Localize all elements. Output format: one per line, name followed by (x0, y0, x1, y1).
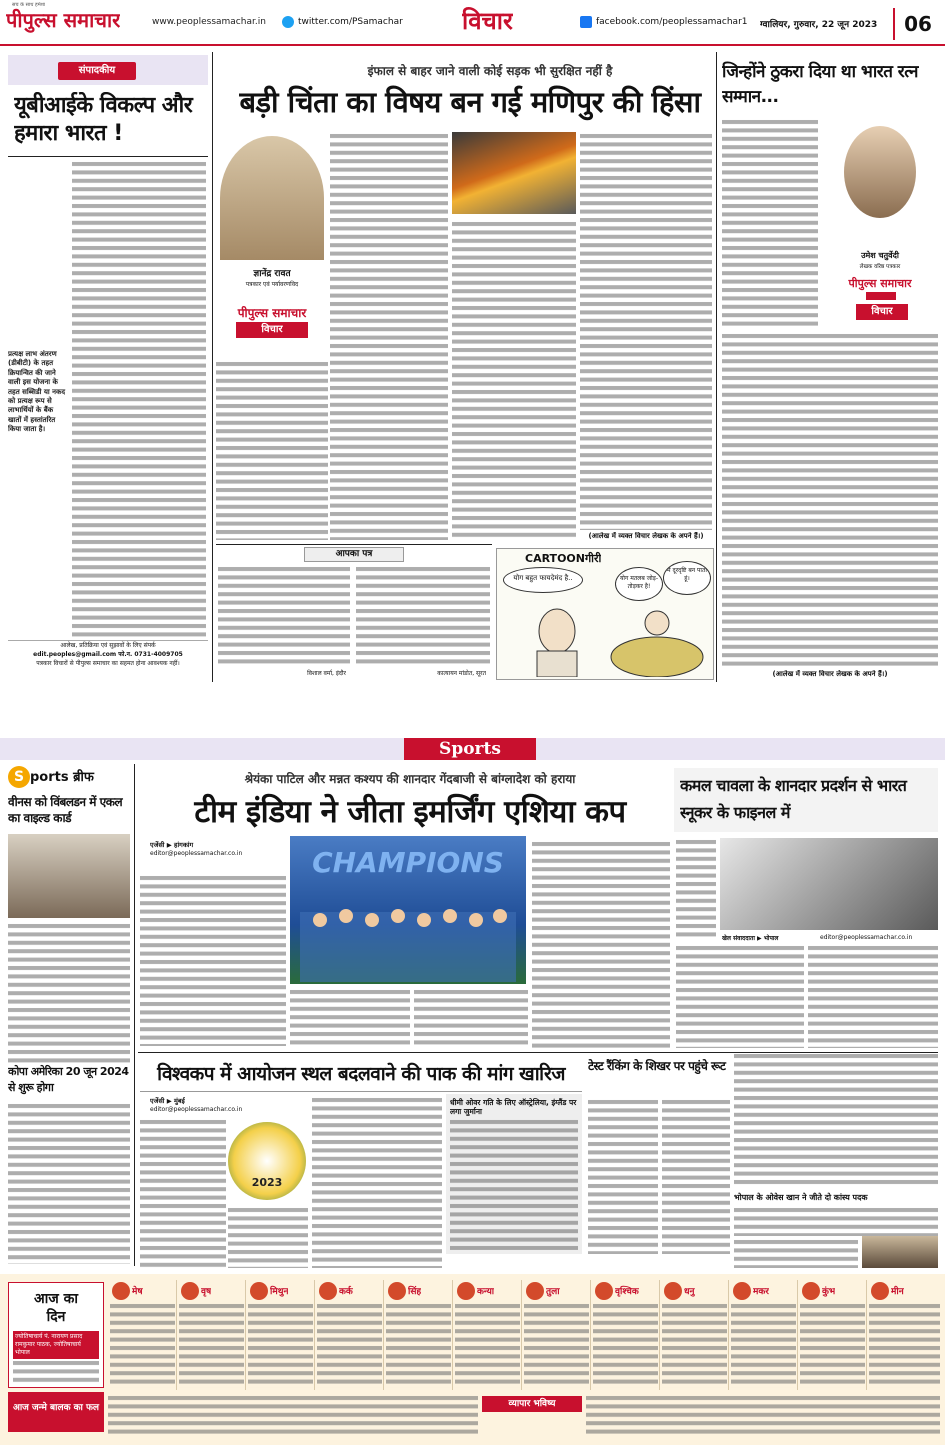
wc-headline: विश्वकप में आयोजन स्थल बदलवाने की पाक की मांग खारिज (157, 1063, 565, 1085)
worldcup-logo-year: 2023 (251, 1176, 283, 1189)
capricorn-icon (733, 1282, 751, 1300)
contact-email[interactable]: edit.peoples@gmail.com फो.न. 0731-4009705 (33, 651, 183, 658)
born-today-text (108, 1394, 478, 1434)
bhopal-body-1 (734, 1206, 938, 1236)
snooker-email[interactable]: editor@peoplessamachar.co.in (820, 934, 913, 941)
test-body-2 (662, 1098, 730, 1254)
right-headline: जिन्होंने ठुकरा दिया था भारत रत्न सम्मान... (722, 62, 918, 107)
logo: पीपुल्स समाचार (6, 8, 121, 32)
sign-label: वृश्चिक (615, 1287, 639, 1297)
scorpio-icon (595, 1282, 613, 1300)
body-text-lines (72, 160, 206, 638)
disclaimer: पत्रकार विचारों से पीपुल्स समाचार का सहमत होना आवश्यक नहीं। (36, 660, 180, 667)
author-block (216, 132, 328, 350)
test-ranking-headline: टेस्ट रैंकिंग के शिखर पर पहुंचे रूट (588, 1059, 726, 1073)
champions-photo (290, 836, 526, 984)
brief-body-2 (8, 1102, 130, 1264)
sports-s-icon: S (8, 766, 30, 788)
sign-label: सिंह (408, 1287, 422, 1297)
brand-logo: पीपुल्स समाचार (848, 277, 912, 290)
sign-label: मीन (891, 1287, 904, 1297)
speech-bubble-3: मैं दूरदृष्टि बन पाता हूं। (663, 561, 711, 595)
logo-tagline: सच के साथ हमेशा (12, 2, 46, 8)
sports-brief-label: S ports ब्रीफ (8, 766, 130, 788)
letter-signature-2: कात्यायन मांडोत, सूरत (437, 670, 486, 677)
libra-icon (526, 1282, 544, 1300)
brand-logo: पीपुल्स समाचार (237, 306, 307, 320)
wc-email[interactable]: editor@peoplessamachar.co.in (150, 1106, 243, 1113)
aquarius-icon (802, 1282, 820, 1300)
bhopal-photo (862, 1236, 938, 1268)
born-today-label: आज जन्मे बालक का फल (8, 1392, 104, 1432)
snooker-headline: कमल चावला के शानदार प्रदर्शन से भारत स्नूकर के फाइनल में (680, 776, 907, 822)
snooker-body-0 (676, 838, 716, 938)
sign-label: मिथुन (270, 1287, 289, 1297)
lead-column-1 (330, 132, 448, 540)
taurus-icon (181, 1282, 199, 1300)
player-photo-venus (8, 834, 130, 918)
aries-icon (112, 1282, 130, 1300)
author-name: ज्ञानेंद्र रावत (253, 269, 291, 279)
dateline: ग्वालियर, गुरुवार, 22 जून 2023 (760, 20, 878, 30)
lead-column-3 (580, 132, 712, 530)
right-author-role: लेखक वरिष्ठ पत्रकार (859, 264, 901, 270)
sports-headline: टीम इंडिया ने जीता इमर्जिंग एशिया कप (194, 794, 626, 830)
sports-body-1 (140, 874, 286, 1046)
champions-banner: CHAMPIONS (312, 846, 504, 879)
editorial-body (72, 160, 206, 638)
cartoon-panel (496, 548, 714, 680)
cancer-icon (319, 1282, 337, 1300)
right-brand-label: विचार (856, 304, 908, 320)
section-title: विचार (462, 7, 513, 35)
sports-body-2 (290, 988, 410, 1048)
snooker-body-2 (808, 944, 938, 1048)
contact-call: आलेख, प्रतिक्रिया एवं सुझावों के लिए संपर्क (60, 642, 156, 649)
brief-headline-2: कोपा अमेरिका 20 जून 2024 से शुरू होगा (8, 1065, 129, 1094)
virgo-icon (457, 1282, 475, 1300)
pull-quote: प्रत्यक्ष लाभ अंतरण (डीबीटी) के तहत क्रियान्वित की जाने वाली इस योजना के तहत सब्सिडी या नकद को प्रत्यक्ष रूप से लाभार्थियों के बैंक खातों में हस्तांतरित किया जाता है। (8, 350, 66, 434)
bhopal-headline: भोपाल के ओवेस खान ने जीते दो कांस्य पदक (734, 1193, 868, 1202)
sign-label: कर्क (339, 1287, 353, 1297)
test-body-1 (588, 1098, 658, 1254)
sports-email[interactable]: editor@peoplessamachar.co.in (150, 850, 243, 857)
right-footer: (आलेख में व्यक्त विचार लेखक के अपने हैं।) (772, 670, 888, 678)
wc-body-3 (312, 1096, 442, 1268)
lead-footer: (आलेख में व्यक्त विचार लेखक के अपने हैं।) (588, 532, 704, 540)
letter-signature-1: विशाल वर्मा, इंदौर (307, 670, 346, 677)
snooker-player-photo (720, 838, 938, 930)
right-column-text-b (722, 332, 938, 668)
sports-label: Sports (404, 738, 536, 760)
author-role: पत्रकार एवं पर्यावरणविद (245, 281, 299, 288)
sign-label: मेष (132, 1287, 143, 1297)
editorial-footer (8, 640, 208, 682)
editorial-label: संपादकीय (58, 62, 136, 80)
editorial-headline: यूबीआईके विकल्प और हमारा भारत ! (14, 93, 193, 146)
lead-headline: बड़ी चिंता का विषय बन गई मणिपुर की हिंसा (239, 85, 701, 119)
sign-label: मकर (753, 1287, 769, 1297)
snooker-agency: खेल संवाददाता ▶ भोपाल (722, 935, 779, 942)
snooker-body-1 (676, 944, 804, 1048)
sign-label: तुला (546, 1287, 560, 1297)
market-text (586, 1394, 940, 1434)
speech-bubble-1: योग बहुत फायदेमंद है.. (503, 567, 583, 593)
astrologer: ज्योतिषाचार्य पं. नारायण प्रसाद रामकुमार पाठक, ज्योतिषाचार्य भोपाल (13, 1331, 99, 1359)
bhopal-body-2 (734, 1238, 858, 1268)
twitter-icon (282, 16, 294, 28)
column-rule (716, 52, 717, 682)
brand-label: विचार (236, 322, 308, 338)
right-brand (822, 300, 938, 328)
author-photo (220, 136, 324, 260)
divider (8, 156, 208, 157)
sign-label: कुंभ (822, 1287, 836, 1297)
team-players (300, 892, 516, 982)
today-label-2: दिन (46, 1309, 66, 1325)
twitter-link[interactable]: twitter.com/PSamachar (298, 17, 403, 27)
column-rule (134, 764, 135, 1266)
sagittarius-icon (664, 1282, 682, 1300)
leo-icon (388, 1282, 406, 1300)
right-author-photo (844, 126, 916, 218)
right-author-block (822, 118, 938, 300)
brand-bar (866, 292, 896, 300)
brief-headline-1: वीनस को विंबलडन में एकल का वाइल्ड कार्ड (8, 795, 123, 825)
facebook-icon (580, 16, 592, 28)
today-label: आज का (34, 1291, 78, 1307)
sports-agency: एजेंसी ▶ हांगकांग (150, 841, 194, 849)
slow-rate-headline: धीमी ओवर गति के लिए ऑस्ट्रेलिया, इंग्लैंड पर लगा जुर्माना (450, 1098, 577, 1116)
wc-body-1 (140, 1118, 226, 1268)
lead-column-0 (216, 360, 328, 540)
sign-label: धनु (684, 1287, 695, 1297)
gemini-icon (250, 1282, 268, 1300)
sign-label: कन्या (477, 1287, 495, 1297)
speech-bubble-2: योग मतलब जोड़-तोड़कर है! (615, 567, 663, 601)
sports-body-3 (414, 988, 528, 1048)
wc-head-box (140, 1058, 582, 1092)
wc-agency: एजेंसी ▶ मुंबई (150, 1097, 185, 1105)
page-number: 06 (893, 8, 941, 40)
letters-title: आपका पत्र (304, 547, 404, 562)
masthead (0, 0, 945, 46)
sports-body-4 (532, 840, 670, 1048)
slow-rate-box (446, 1094, 582, 1254)
market-label: व्यापार भविष्य (482, 1396, 582, 1412)
brief-body-1 (8, 922, 130, 1064)
signs-row (108, 1280, 942, 1390)
lead-kicker: इंफाल से बाहर जाने वाली कोई सड़क भी सुरक्षित नहीं है (367, 64, 613, 78)
letters-box (216, 544, 492, 680)
cartoon-drawing (517, 601, 707, 677)
right-author-name: उमेश चतुर्वेदी (861, 251, 899, 260)
snooker-head-box (674, 768, 938, 832)
lead-column-2 (452, 220, 576, 540)
column-rule (212, 52, 213, 682)
cartoon-title: CARTOONगीरी (525, 552, 602, 565)
snooker-body-3 (734, 1052, 938, 1188)
pisces-icon (871, 1282, 889, 1300)
news-photo-fire (452, 132, 576, 214)
sports-kicker: श्रेयंका पाटिल और मन्नत कश्यप की शानदार गेंदबाजी से बांग्लादेश को हराया (244, 772, 576, 786)
right-column-text-a (722, 118, 818, 326)
today-box (8, 1282, 104, 1388)
website-link[interactable]: www.peoplessamachar.in (152, 17, 266, 27)
wc-body-2 (228, 1206, 308, 1268)
facebook-link[interactable]: facebook.com/peoplessamachar1 (596, 17, 748, 27)
worldcup-logo (228, 1122, 306, 1200)
sign-label: वृष (201, 1287, 212, 1297)
